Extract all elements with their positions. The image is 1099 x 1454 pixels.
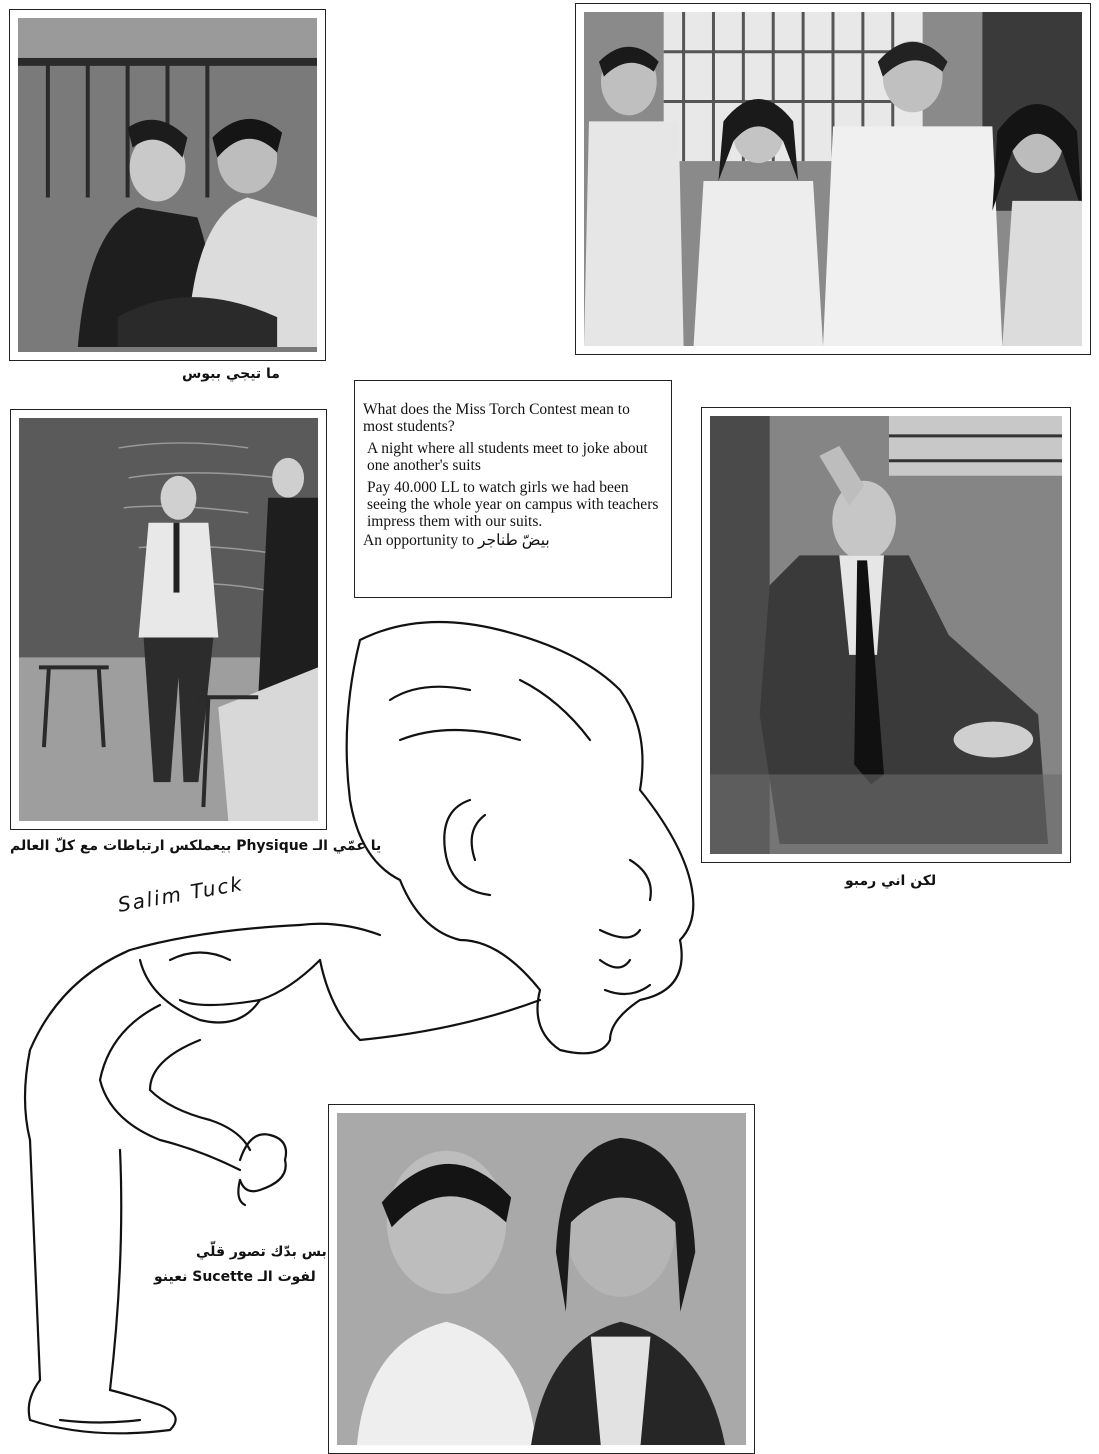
photo1-caption: ما تيجي ببوس [182,366,280,382]
sketch-signature: Salim Tuck [115,871,246,917]
caricature-sketch [0,600,760,1454]
photo5-caption-line2: لفوت الـ Sucette نعينو [154,1269,316,1285]
photo-couple-sitting [9,9,326,361]
miss-torch-textbox [354,380,672,598]
photo4-caption: لكن اني رمبو [845,873,937,889]
photo5-caption-line1: بس بدّك تصور قلّي [196,1244,327,1260]
textbox-question: What does the Miss Torch Contest mean to most students? [363,401,630,435]
photo-group-of-four [575,3,1091,355]
textbox-answer-1: A night where all students meet to joke about one another's suits [367,440,648,474]
textbox-answer-3: An opportunity to بيضّ طناجر [363,532,550,549]
photo3-caption: يا عمّي الـ Physique بيعملكس ارتباطات مع كلّ العالم [10,838,382,854]
textbox-answer-2: Pay 40.000 LL to watch girls we had been seeing the whole year on campus with teachers impress them with our suits. [367,479,659,530]
